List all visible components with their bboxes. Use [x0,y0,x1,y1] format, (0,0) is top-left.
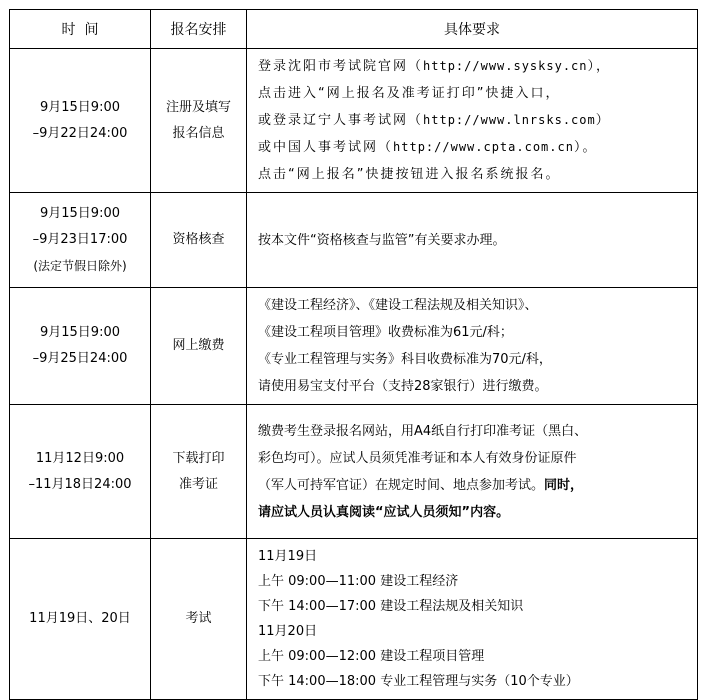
arrangement-cell: 资格核查 [151,193,247,288]
requirements-cell [247,193,698,288]
time-line: –9月22日24:00 [32,125,128,141]
req-text: （军人可持军官证）在规定时间、地点参加考试。 [258,477,545,493]
table-row [10,49,698,193]
table-row [10,405,698,539]
arrangement-cell: 考试 [151,539,247,700]
requirements-cell [247,405,698,539]
req-text: 上午 09:00—12:00 建设工程项目管理 [258,649,485,664]
time-note: (法定节假日除外) [33,259,127,273]
req-text: 11月20日 [258,624,318,639]
req-text: 点击进入“网上报名及准考证打印”快捷入口， [258,86,561,101]
requirements-cell [247,539,698,700]
req-text: ） [595,113,611,128]
req-text: 按本文件“资格核查与监管”有关要求办理。 [258,232,506,248]
arrangement-line: 报名信息 [172,125,225,141]
time-line: –9月25日24:00 [32,351,128,366]
req-text: 缴费考生登录报名网站，用A4纸自行打印准考证（黑白、 [258,423,588,439]
req-text: 点击“网上报名”快捷按钮进入报名系统报名。 [258,167,561,182]
req-text: 或登录辽宁人事考试网（ [258,113,424,128]
header-arrangement: 报名安排 [151,10,247,49]
time-cell [10,193,151,288]
req-text: 11月19日 [258,549,318,564]
table-row [10,539,698,700]
arrangement-cell: 网上缴费 [151,288,247,405]
req-text: 请使用易宝支付平台（支持28家银行）进行缴费。 [258,379,548,394]
req-text: 上午 09:00—11:00 建设工程经济 [258,574,459,589]
time-line: 9月15日9:00 [39,206,120,221]
time-line: –11月18日24:00 [28,476,132,492]
req-text: 彩色均可）。应试人员须凭准考证和本人有效身份证原件 [258,450,577,466]
arrangement-cell [151,405,247,539]
arrangement-line: 准考证 [178,476,218,492]
time-cell: 11月19日、20日 [10,539,151,700]
sysksy-url-link[interactable]: http://www.sysksy.cn [423,59,588,73]
table-row [10,193,698,288]
time-cell [10,288,151,405]
time-cell [10,405,151,539]
arrangement-cell [151,49,247,193]
requirements-cell [247,288,698,405]
req-bold-text: 同时， [544,477,584,493]
time-line: 9月15日9:00 [39,99,120,115]
time-line: 9月15日9:00 [39,325,120,340]
req-text: 下午 14:00—17:00 建设工程法规及相关知识 [258,599,524,614]
time-line: –9月23日17:00 [32,232,128,247]
time-line: 11月12日9:00 [35,450,125,466]
arrangement-line: 注册及填写 [165,99,231,115]
req-text: 《建设工程经济》、《建设工程法规及相关知识》、 [258,298,538,313]
requirements-cell [247,49,698,193]
time-cell [10,49,151,193]
lnrsks-url-link[interactable]: http://www.lnrsks.com [423,113,596,127]
req-bold-text: 请应试人员认真阅读“应试人员须知”内容。 [258,504,510,520]
req-text: 《建设工程项目管理》收费标准为61元/科； [258,325,513,340]
cpta-url-link[interactable]: http://www.cpta.com.cn [393,140,574,154]
header-requirements: 具体要求 [247,10,698,49]
req-text: ）， [587,59,612,74]
req-text: 《专业工程管理与实务》科目收费标准为70元/科， [258,352,552,367]
req-text: 或中国人事考试网（ [258,140,394,155]
req-text: 登录沈阳市考试院官网（ [258,59,424,74]
header-time: 时 间 [10,10,151,49]
schedule-table [9,9,698,700]
arrangement-line: 下载打印 [172,450,225,466]
req-text: 下午 14:00—18:00 专业工程管理与实务（10个专业） [258,674,579,689]
header-row [10,10,698,49]
req-text: ）。 [573,140,598,155]
table-row [10,288,698,405]
